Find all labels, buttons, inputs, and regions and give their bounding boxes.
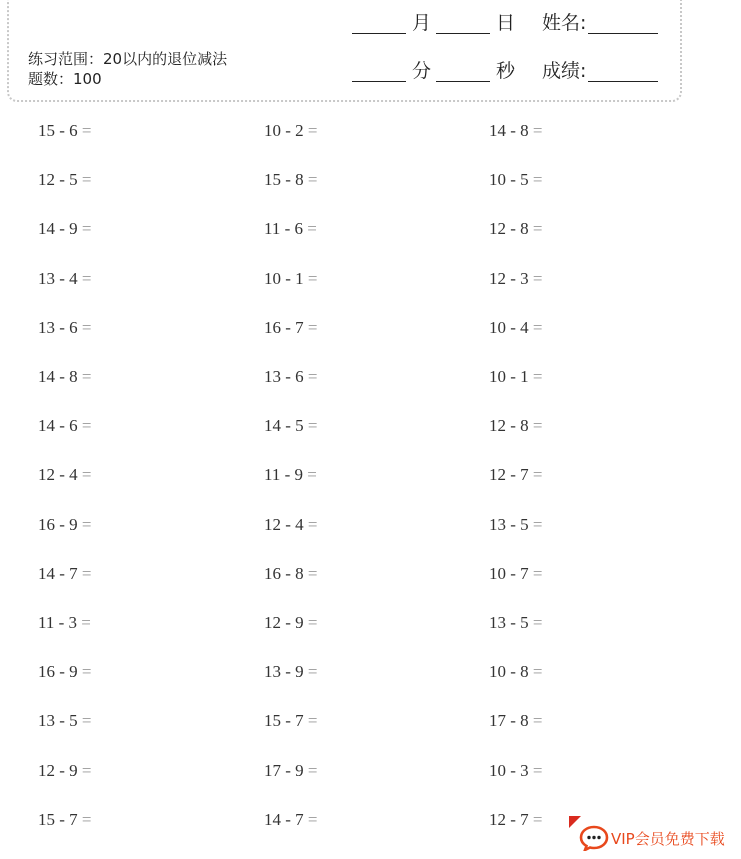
equals-sign: = (532, 367, 543, 386)
problem-expression: 16 - 9 (38, 515, 78, 534)
vip-download-label: VIP会员免费下载 (611, 830, 725, 848)
name-blank[interactable] (588, 15, 658, 34)
problem-item (264, 269, 318, 289)
problem-item (264, 219, 317, 239)
problem-expression: 12 - 8 (489, 219, 529, 238)
equals-sign: = (81, 810, 92, 829)
problem-expression: 15 - 7 (38, 810, 78, 829)
equals-sign: = (307, 219, 317, 238)
problem-expression: 15 - 8 (264, 170, 304, 189)
problem-item (489, 515, 543, 535)
problem-item (38, 761, 92, 781)
month-label: 月 (412, 12, 432, 34)
problem-item (489, 465, 543, 485)
equals-sign: = (307, 318, 318, 337)
problem-expression: 14 - 9 (38, 219, 78, 238)
equals-sign: = (81, 761, 92, 780)
equals-sign: = (532, 613, 543, 632)
problem-expression: 12 - 4 (38, 465, 78, 484)
equals-sign: = (307, 367, 318, 386)
equals-sign: = (532, 564, 543, 583)
problem-item (489, 662, 543, 682)
problem-expression: 10 - 1 (489, 367, 529, 386)
equals-sign: = (307, 564, 318, 583)
problem-expression: 11 - 6 (264, 219, 304, 238)
equals-sign: = (532, 711, 543, 730)
equals-sign: = (532, 810, 543, 829)
equals-sign: = (532, 121, 543, 140)
equals-sign: = (532, 662, 543, 681)
equals-sign: = (532, 465, 543, 484)
problem-item (38, 711, 92, 731)
problem-expression: 10 - 8 (489, 662, 529, 681)
problem-item (38, 367, 92, 387)
problem-item (38, 613, 91, 633)
problem-item (489, 170, 543, 190)
problem-expression: 10 - 5 (489, 170, 529, 189)
equals-sign: = (307, 269, 318, 288)
problem-item (264, 367, 318, 387)
day-blank[interactable] (436, 15, 490, 34)
problem-item (38, 269, 92, 289)
equals-sign: = (532, 170, 543, 189)
problem-item (38, 318, 92, 338)
equals-sign: = (81, 416, 92, 435)
problem-expression: 13 - 5 (489, 515, 529, 534)
second-label: 秒 (496, 60, 516, 82)
problem-item (38, 515, 92, 535)
problem-item (489, 367, 543, 387)
problem-expression: 11 - 9 (264, 465, 304, 484)
equals-sign: = (81, 219, 92, 238)
problem-expression: 10 - 2 (264, 121, 304, 140)
problem-expression: 16 - 7 (264, 318, 304, 337)
equals-sign: = (81, 515, 92, 534)
problem-expression: 14 - 8 (38, 367, 78, 386)
problem-item (38, 121, 92, 141)
problem-item (264, 170, 318, 190)
equals-sign: = (81, 564, 92, 583)
problem-item (38, 219, 92, 239)
name-label: 姓名: (542, 12, 587, 34)
problem-expression: 12 - 9 (264, 613, 304, 632)
problem-item (264, 613, 318, 633)
equals-sign: = (81, 711, 92, 730)
vip-watermark[interactable] (569, 816, 741, 859)
problem-item (489, 613, 543, 633)
month-blank[interactable] (352, 15, 406, 34)
problem-item (38, 810, 92, 830)
problem-item (489, 564, 543, 584)
equals-sign: = (307, 711, 318, 730)
minute-label: 分 (412, 60, 432, 82)
problem-item (264, 465, 317, 485)
equals-sign: = (307, 613, 318, 632)
problem-item (489, 711, 543, 731)
problem-item (489, 416, 543, 436)
equals-sign: = (81, 367, 92, 386)
problem-expression: 14 - 6 (38, 416, 78, 435)
chat-bubble-icon (579, 825, 609, 851)
problem-expression: 12 - 7 (489, 465, 529, 484)
equals-sign: = (81, 662, 92, 681)
equals-sign: = (532, 416, 543, 435)
equals-sign: = (532, 219, 543, 238)
equals-sign: = (307, 170, 318, 189)
problem-expression: 15 - 7 (264, 711, 304, 730)
equals-sign: = (307, 416, 318, 435)
problem-item (264, 662, 318, 682)
score-label: 成绩: (542, 60, 587, 82)
time-row (352, 56, 658, 82)
problem-item (489, 810, 543, 830)
problem-expression: 13 - 6 (38, 318, 78, 337)
problem-expression: 13 - 9 (264, 662, 304, 681)
problem-expression: 14 - 8 (489, 121, 529, 140)
problem-expression: 13 - 4 (38, 269, 78, 288)
problem-item (264, 318, 318, 338)
problem-item (489, 219, 543, 239)
date-row (352, 8, 658, 34)
equals-sign: = (81, 170, 92, 189)
equals-sign: = (81, 269, 92, 288)
problem-item (38, 465, 92, 485)
problem-expression: 17 - 8 (489, 711, 529, 730)
problem-expression: 12 - 5 (38, 170, 78, 189)
problem-item (489, 121, 543, 141)
problem-expression: 12 - 9 (38, 761, 78, 780)
problem-expression: 14 - 7 (38, 564, 78, 583)
problem-item (264, 564, 318, 584)
problem-item (264, 711, 318, 731)
equals-sign: = (81, 465, 92, 484)
problem-count: 题数：100 (28, 70, 102, 88)
equals-sign: = (81, 121, 92, 140)
problem-item (38, 662, 92, 682)
problem-item (264, 121, 318, 141)
problem-item (264, 515, 318, 535)
equals-sign: = (307, 810, 318, 829)
problem-expression: 12 - 7 (489, 810, 529, 829)
problem-item (38, 564, 92, 584)
second-blank[interactable] (436, 63, 490, 82)
problem-expression: 10 - 3 (489, 761, 529, 780)
problem-item (489, 269, 543, 289)
equals-sign: = (307, 662, 318, 681)
problem-expression: 10 - 4 (489, 318, 529, 337)
equals-sign: = (81, 613, 91, 632)
problem-expression: 12 - 8 (489, 416, 529, 435)
problem-item (264, 761, 318, 781)
problem-expression: 10 - 7 (489, 564, 529, 583)
score-blank[interactable] (588, 63, 658, 82)
problem-item (38, 416, 92, 436)
equals-sign: = (532, 515, 543, 534)
problem-expression: 11 - 3 (38, 613, 78, 632)
problem-expression: 10 - 1 (264, 269, 304, 288)
problem-expression: 13 - 5 (38, 711, 78, 730)
problem-item (264, 416, 318, 436)
problem-item (489, 761, 543, 781)
problem-expression: 14 - 7 (264, 810, 304, 829)
problem-expression: 15 - 6 (38, 121, 78, 140)
problem-expression: 12 - 4 (264, 515, 304, 534)
equals-sign: = (307, 121, 318, 140)
minute-blank[interactable] (352, 63, 406, 82)
problem-expression: 12 - 3 (489, 269, 529, 288)
problem-item (38, 170, 92, 190)
equals-sign: = (307, 515, 318, 534)
equals-sign: = (532, 318, 543, 337)
problem-expression: 16 - 8 (264, 564, 304, 583)
problem-item (264, 810, 318, 830)
day-label: 日 (496, 12, 516, 34)
problem-expression: 17 - 9 (264, 761, 304, 780)
problem-expression: 14 - 5 (264, 416, 304, 435)
problem-expression: 13 - 5 (489, 613, 529, 632)
practice-range: 练习范围：20以内的退位减法 (28, 50, 228, 68)
equals-sign: = (81, 318, 92, 337)
practice-info (28, 49, 243, 89)
equals-sign: = (532, 761, 543, 780)
equals-sign: = (532, 269, 543, 288)
equals-sign: = (307, 465, 317, 484)
problem-expression: 16 - 9 (38, 662, 78, 681)
problem-expression: 13 - 6 (264, 367, 304, 386)
equals-sign: = (307, 761, 318, 780)
problem-item (489, 318, 543, 338)
